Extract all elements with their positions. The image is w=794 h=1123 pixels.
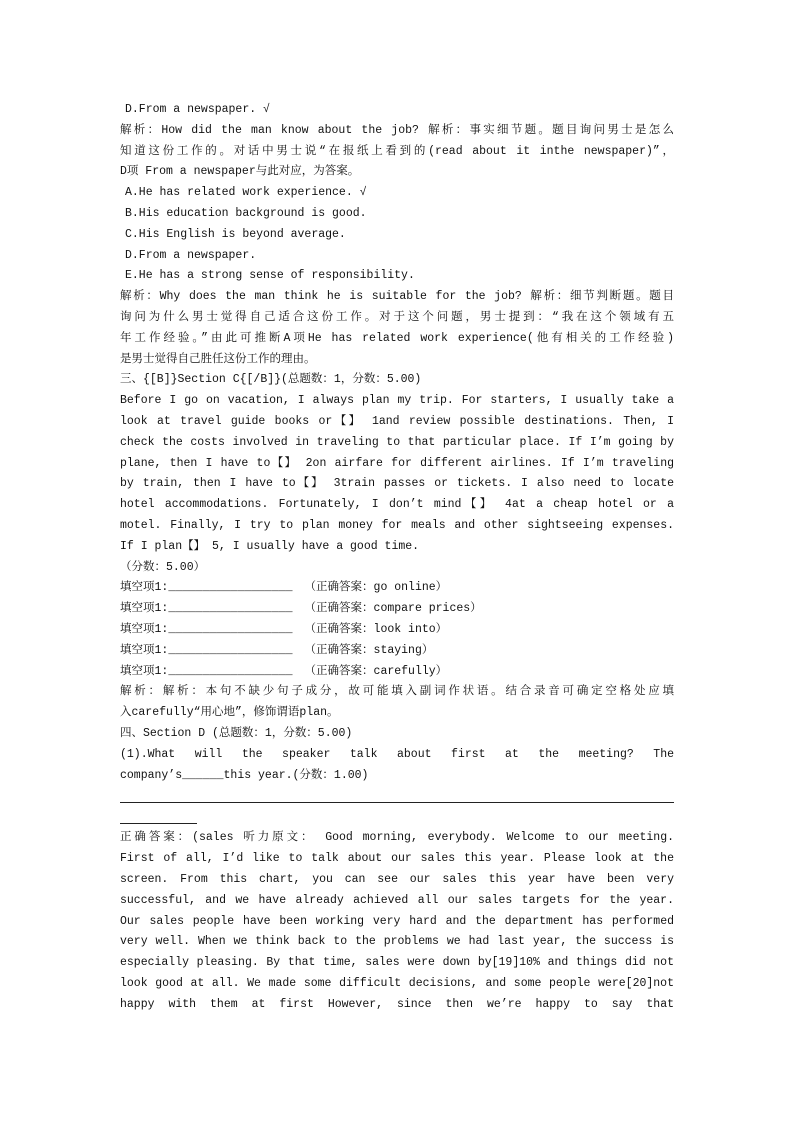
fill-blank-correct-answer: （正确答案：compare prices） [304,602,482,616]
fill-blank-underline: __________________ [168,602,293,616]
prev-question-answer-option: D.From a newspaper. √ [125,103,270,116]
option-d: D.From a newspaper. [125,248,257,262]
fill-blank-correct-answer: （正确答案：look into） [304,622,448,636]
fill-blank-label: 填空项1: [120,643,169,657]
option-a: A.He has related work experience. √ [125,186,367,200]
section-d-question-line: (1).What will the speaker talk about first at the meeting? The [120,747,674,761]
passage-line: hotel accommodations. Fortunately, I don’t mind【】 4at a cheap hotel or a [120,498,674,512]
document-page [120,100,674,1016]
section-d-question-line: company’s______this year.(分数：1.00) [120,768,369,782]
section-c-analysis-line: 解析：解析：本句不缺少句子成分，故可能填入副词作状语。结合录音可确定空格处应填 [120,685,674,699]
fill-blank-item [120,578,674,599]
fill-blank-underline: __________________ [168,581,293,595]
fill-blank-underline: __________________ [168,664,293,678]
fill-blank-correct-answer: （正确答案：go online） [304,581,448,595]
passage-line: look at travel guide books or【】 1and review possible destinations. Then, I [120,414,674,428]
fill-blank-item [120,620,674,641]
fill-blank-label: 填空项1: [120,664,169,678]
transcript-line: look good at all. We made some difficult decisions, and some people were[20]not [120,977,674,991]
transcript-line: especially pleasing. By that time, sales were down by[19]10% and things did not [120,956,674,970]
fill-blank-correct-answer: （正确答案：carefully） [304,664,448,678]
transcript-line: very well. When we think back to the problems we had last year, the success is [120,935,674,949]
option-c: C.His English is beyond average. [125,227,346,241]
fill-blank-label: 填空项1: [120,622,169,636]
fill-blank-correct-answer: （正确答案：staying） [304,643,434,657]
question-analysis-line: 年工作经验。”由此可推断A项He has related work experience(他有相关的工作经验) [120,331,674,345]
fill-blank-underline: __________________ [168,643,293,657]
fill-blank-underline: __________________ [168,622,293,636]
fill-blank-label: 填空项1: [120,581,169,595]
passage-line: by train, then I have to【】 3train passes or tickets. I also need to locate [120,477,674,491]
prev-question-analysis-line: 知道这份工作的。对话中男士说“在报纸上看到的(read about it inthe newspaper)”， [120,144,674,158]
fill-blank-label: 填空项1: [120,602,169,616]
prev-question-analysis-line: 解析：How did the man know about the job? 解析：事实细节题。题目询问男士是怎么 [120,123,674,137]
passage-line: If I plan【】 5, I usually have a good time. [120,539,420,553]
transcript-line: successful, and we have already achieved all our sales targets for the year. [120,893,674,907]
option-b: B.His education background is good. [125,206,367,220]
correct-answer-line: 正确答案：(sales 听力原文： Good morning, everybody. Welcome to our meeting. [120,831,674,845]
section-c-analysis-line: 入carefully“用心地”，修饰谓语plan。 [120,706,339,720]
passage-line: check the costs involved in traveling to that particular place. If I’m going by [120,435,674,449]
question-analysis-line: 解析：Why does the man think he is suitable for the job? 解析：细节判断题。题目 [120,290,674,304]
passage-line: motel. Finally, I try to plan money for meals and other sightseeing expenses. [120,518,674,532]
answer-rule-line [120,802,674,803]
prev-question-analysis-line: D项 From a newspaper与此对应，为答案。 [120,165,360,179]
section-d-heading: 四、Section D (总题数：1，分数：5.00) [120,726,353,740]
fill-blank-item [120,662,674,683]
transcript-line: happy with them at first However, since then we’re happy to say that [120,997,674,1011]
transcript-line: Our sales people have been working very hard and the department has performed [120,914,674,928]
section-c-heading: 三、{[B]}Section C{[/B]}(总题数：1，分数：5.00) [120,373,422,387]
passage-line: plane, then I have to【】 2on airfare for different airlines. If I’m traveling [120,456,674,470]
fill-blank-item [120,641,674,662]
fill-blank-item [120,599,674,620]
transcript-line: First of all, I’d like to talk about our sales this year. Please look at the [120,852,674,866]
answer-rule-line-short [120,823,197,824]
question-analysis-line: 询问为什么男士觉得自己适合这份工作。对于这个问题，男士提到：“我在这个领域有五 [120,310,674,324]
answer-writing-area [120,786,674,828]
section-c-score: （分数：5.00） [120,560,206,574]
passage-line: Before I go on vacation, I always plan my trip. For starters, I usually take a [120,394,674,408]
transcript-line: screen. From this chart, you can see our sales this year have been very [120,873,674,887]
option-e: E.He has a strong sense of responsibility. [125,269,415,283]
question-analysis-line: 是男士觉得自己胜任这份工作的理由。 [120,352,316,366]
